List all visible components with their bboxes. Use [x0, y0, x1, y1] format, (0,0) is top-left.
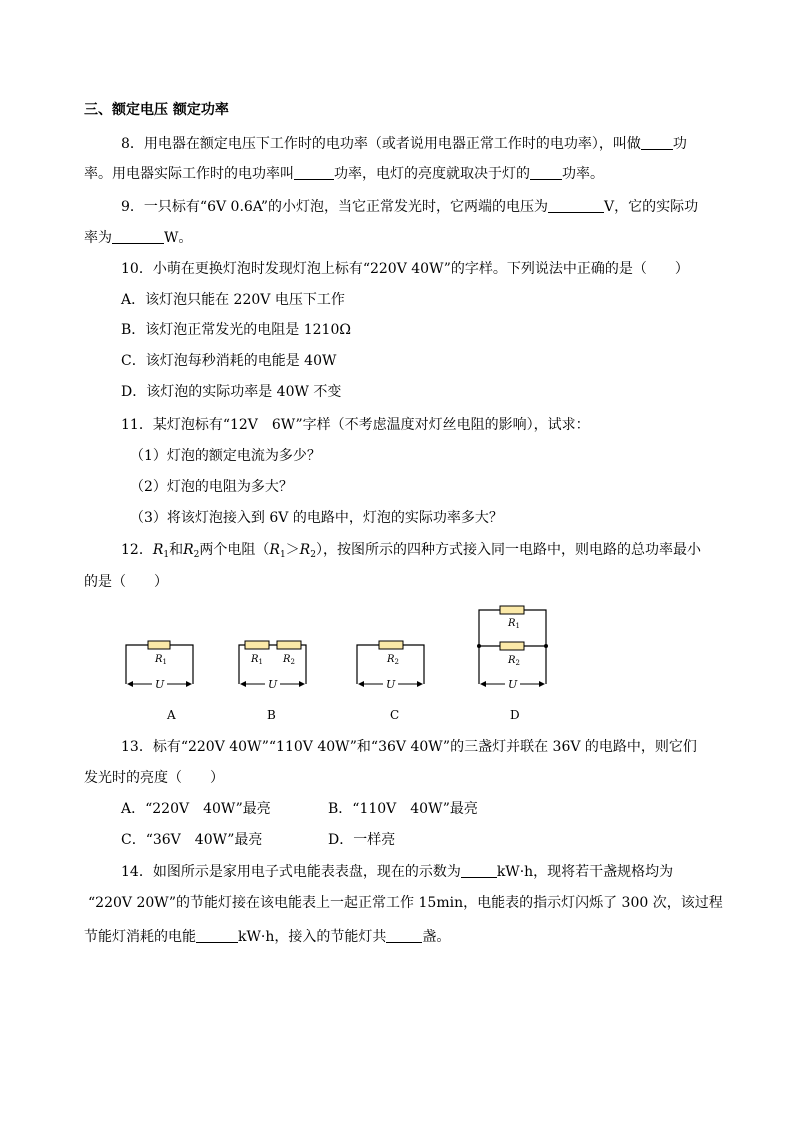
circuit-a[interactable]	[126, 641, 193, 722]
question-9-line-2: 率为 W。	[84, 230, 193, 246]
q13-option-d[interactable]: D．一样亮	[328, 832, 396, 848]
question-9-line-1: 9．一只标有“6V 0.6A”的小灯泡，当它正常发光时，它两端的电压为 V，它的实际功	[121, 199, 699, 215]
resistor-r1	[148, 641, 170, 649]
circuit-d[interactable]	[477, 606, 548, 722]
section-title: 三、额定电压 额定功率	[84, 102, 229, 118]
q10-option-a[interactable]: A．该灯泡只能在 220V 电压下工作	[121, 292, 345, 308]
q10-option-b[interactable]: B．该灯泡正常发光的电阻是 1210Ω	[121, 322, 351, 338]
svg-text:U: U	[268, 678, 278, 691]
question-14-line-2: “220V 20W”的节能灯接在该电能表上一起正常工作 15min，电能表的指示灯闪烁了 300 次，该过程	[88, 895, 723, 911]
svg-text:R2: $R_2$	[283, 654, 295, 666]
answer-blank[interactable]	[112, 229, 164, 244]
question-8-line-2: 率。用电器实际工作时的电功率叫 功率，电灯的亮度就取决于灯的 功率。	[84, 166, 604, 182]
svg-text:R2: $R_2$	[387, 654, 399, 666]
answer-blank[interactable]	[530, 165, 562, 180]
resistor-label: $R_1$	[155, 654, 167, 666]
resistor-r1	[500, 606, 524, 614]
question-8-line-1: 8．用电器在额定电压下工作时的电功率（或者说用电器正常工作时的电功率），叫做 功	[121, 136, 687, 152]
svg-text:U: U	[508, 678, 518, 691]
circuit-b[interactable]	[239, 641, 306, 722]
svg-text:U: U	[386, 678, 396, 691]
answer-blank[interactable]	[461, 863, 497, 878]
answer-blank[interactable]	[548, 198, 604, 213]
answer-blank[interactable]	[196, 928, 238, 943]
svg-text:R1: $R_1$	[251, 654, 263, 666]
q11-part-2: （2）灯泡的电阻为多大？	[130, 479, 293, 495]
svg-text:R1: $R_1$	[508, 618, 520, 630]
circuit-c[interactable]	[357, 641, 424, 722]
resistor-r2	[277, 641, 301, 649]
q11-part-3: （3）将该灯泡接入到 6V 的电路中，灯泡的实际功率多大？	[130, 510, 503, 526]
question-13-line-2: 发光时的亮度（ ）	[84, 770, 224, 786]
q10-option-d[interactable]: D．该灯泡的实际功率是 40W 不变	[121, 384, 342, 400]
q11-part-1: （1）灯泡的额定电流为多少？	[130, 448, 321, 464]
q13-option-b[interactable]: B．“110V 40W”最亮	[328, 801, 478, 817]
q13-option-c[interactable]: C．“36V 40W”最亮	[121, 832, 263, 848]
answer-blank[interactable]	[641, 135, 673, 150]
resistor-r2	[379, 641, 403, 649]
svg-text:R2: $R_2$	[508, 655, 520, 667]
question-10-stem: 10．小萌在更换灯泡时发现灯泡上标有“220V 40W”的字样。下列说法中正确的是（ ）	[121, 261, 689, 277]
circuit-diagrams	[110, 602, 570, 732]
question-12-stem: 12．$R_1$和$R_2$两个电阻$(R_1>R_2)$，按图所示的四种方式接入同一电路中，则电路的总功率最小	[121, 542, 701, 560]
answer-blank[interactable]	[294, 165, 334, 180]
question-13-line-1: 13．标有“220V 40W”“110V 40W”和“36V 40W”的三盏灯并联在 36V 的电路中，则它们	[121, 739, 697, 755]
question-11-stem: 11．某灯泡标有“12V 6W”字样（不考虑温度对灯丝电阻的影响），试求：	[121, 417, 590, 433]
circuit-label-d: D	[510, 708, 520, 722]
q10-option-c[interactable]: C．该灯泡每秒消耗的电能是 40W	[121, 353, 337, 369]
resistor-r1	[245, 641, 269, 649]
question-14-line-3: 节能灯消耗的电能 kW·h，接入的节能灯共 盏。	[84, 929, 451, 945]
q13-option-a[interactable]: A．“220V 40W”最亮	[121, 801, 271, 817]
circuit-label-a: A	[167, 708, 176, 722]
voltage-label: U	[155, 678, 165, 691]
question-12-line-2: 的是（ ）	[84, 574, 168, 590]
question-14-line-1: 14．如图所示是家用电子式电能表表盘，现在的示数为 kW·h，现将若干盏规格均为	[121, 864, 674, 880]
circuit-label-c: C	[390, 708, 400, 722]
answer-blank[interactable]	[386, 928, 422, 943]
resistor-r2	[500, 642, 524, 650]
circuit-label-b: B	[267, 708, 276, 722]
